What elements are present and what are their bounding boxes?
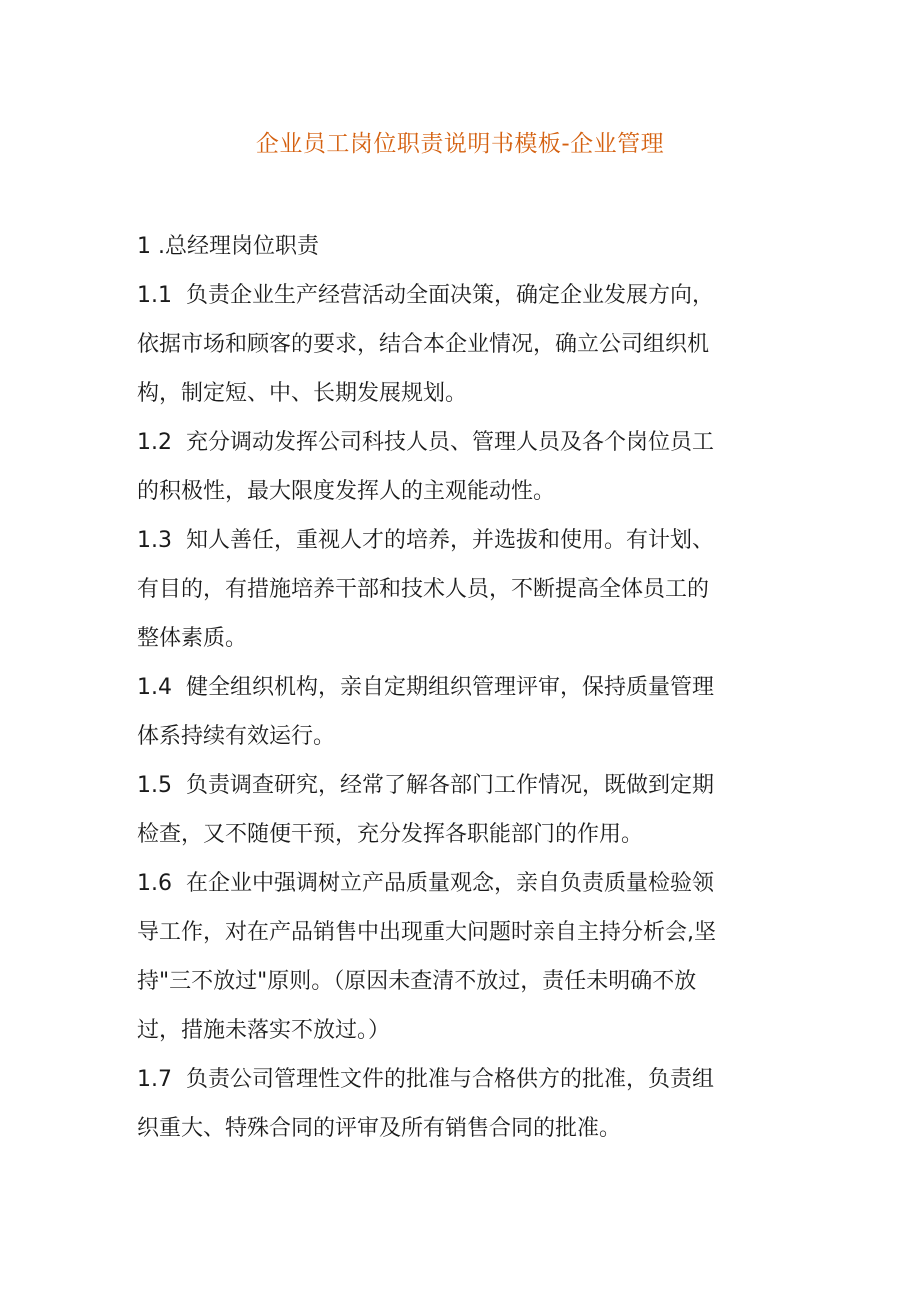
paragraph-1-4 (137, 663, 797, 761)
paragraph-line (137, 1055, 797, 1104)
item-number: 1.6 (137, 871, 172, 896)
line-text: 充分调动发挥公司科技人员、管理人员及各个岗位员工 (186, 430, 715, 455)
paragraph-line (137, 516, 797, 565)
paragraph-line: 检查，又不随便干预，充分发挥各职能部门的作用。 (137, 822, 644, 847)
line-text: 负责调查研究，经常了解各部门工作情况，既做到定期 (186, 773, 715, 798)
paragraph-1-1 (137, 271, 797, 418)
paragraph-line (137, 859, 797, 908)
line-text: 知人善任，重视人才的培养，并选拔和使用。有计划、 (186, 528, 715, 553)
paragraph-1-2 (137, 418, 797, 516)
paragraph-line (137, 761, 797, 810)
section-heading: 1 .总经理岗位职责 (137, 234, 319, 259)
paragraph-line: 整体素质。 (137, 626, 248, 651)
paragraph-line: 过，措施未落实不放过。） (137, 1018, 391, 1043)
paragraph-line: 的积极性，最大限度发挥人的主观能动性。 (137, 479, 556, 504)
item-number: 1.7 (137, 1067, 172, 1092)
paragraph-1-5 (137, 761, 797, 859)
line-text: 负责企业生产经营活动全面决策，确定企业发展方向， (186, 283, 715, 308)
paragraph-1-7 (137, 1055, 797, 1153)
paragraph-1-6 (137, 859, 797, 1055)
item-number: 1.3 (137, 528, 172, 553)
paragraph-line: 织重大、特殊合同的评审及所有销售合同的批准。 (137, 1116, 622, 1141)
item-number: 1.5 (137, 773, 172, 798)
paragraph-line: 有目的，有措施培养干部和技术人员，不断提高全体员工的 (137, 577, 710, 602)
item-number: 1.2 (137, 430, 172, 455)
paragraph-line: 体系持续有效运行。 (137, 724, 336, 749)
paragraph-line (137, 663, 797, 712)
line-text: 健全组织机构，亲自定期组织管理评审，保持质量管理 (186, 675, 715, 700)
paragraph-line: 构，制定短、中、长期发展规划。 (137, 381, 468, 406)
paragraph-1-3 (137, 516, 797, 663)
paragraph-line (137, 271, 797, 320)
paragraph-line: 依据市场和顾客的要求，结合本企业情况，确立公司组织机 (137, 332, 710, 357)
document-title: 企业员工岗位职责说明书模板-企业管理 (255, 131, 665, 157)
line-text: 负责公司管理性文件的批准与合格供方的批准，负责组 (186, 1067, 715, 1092)
document-body (137, 222, 797, 1153)
line-text: 在企业中强调树立产品质量观念，亲自负责质量检验领 (186, 871, 715, 896)
paragraph-line (137, 418, 797, 467)
item-number: 1.1 (137, 283, 172, 308)
item-number: 1.4 (137, 675, 172, 700)
paragraph-line: 持"三不放过"原则。（原因未查清不放过，责任未明确不放 (137, 969, 697, 994)
paragraph-line: 导工作，对在产品销售中出现重大问题时亲自主持分析会,坚 (137, 920, 716, 945)
